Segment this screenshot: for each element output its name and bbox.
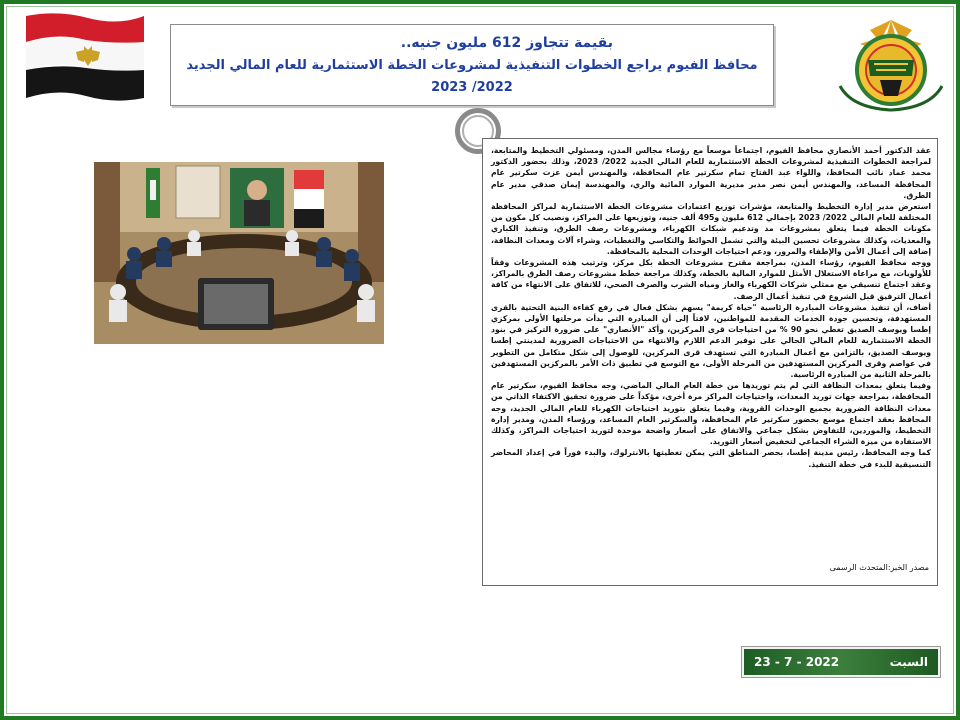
article-body	[491, 145, 931, 470]
article-paragraph: كما وجه المحافظ، رئيس مدينة إطسا، بحصر المناطق التي يمكن تغطيتها بالانترلوك، والبدء فوراً في إعداد المحاضر التنسيقية للبدء في خطة التنفيذ.	[491, 448, 931, 469]
fayoum-governorate-emblem-icon	[832, 16, 950, 112]
date-banner	[742, 647, 940, 677]
article-paragraph: ووجه محافظ الفيوم، رؤساء المدن، بمراجعة مقترح مشروعات الخطة بكل مركز، وترتيب هذه المشروعات وفقاً للأولويات، مع مراعاة الاستغلال الأمثل للموارد المالية بالخطة، وكذلك مراجعة خطط مشروعات رصف الطرق بالمراكز، وعقد اجتماع تنسيقي مع ممثلي شركات الكهرباء والغاز ومياه الشرب والصرف الصحي، للاتفاق على الانتهاء من كافة أعمال الترفيق قبل الشروع في تنفيذ أعمال الرصف.	[491, 258, 931, 301]
headline-line-2: محافظ الفيوم يراجع الخطوات التنفيذية لمشروعات الخطة الاستثمارية للعام المالي الجديد 2022/ 2023	[186, 58, 758, 95]
article-box	[482, 138, 938, 586]
egypt-flag-icon	[18, 10, 148, 104]
headline-box	[170, 24, 774, 106]
day-name: السبت	[889, 655, 928, 669]
article-paragraph: عقد الدكتور أحمد الأنصاري محافظ الفيوم، اجتماعاً موسعاً مع رؤساء مجالس المدن، ومسئولي التخطيط والمتابعة، لمراجعة الخطوات التنفيذية لمشروعات الخطة الاستثمارية للعام المالي الجديد 2022/ 2023، وذلك بحضور الدكتور محمد عماد نائب المحافظ، واللواء عبد الفتاح تمام سكرتير عام المحافظة، والمهندس أيمن عزت سكرتير عام المحافظة المساعد، والمهندس أيمن نصر مدير مديرية الموارد المائية والري، والمهندسة إيمان صدقي مدير عام الطرق.	[491, 146, 931, 200]
article-paragraph: استعرض مدير إدارة التخطيط والمتابعة، مؤشرات توزيع اعتمادات مشروعات الخطة الاستثمارية لمراكز المحافظة المختلفة للعام المالي 2022/ 2023 بإجمالي 612 مليون و495 ألف جنيه، وتوزيعها على المراكز، ونصيب كل مكون من مكونات الخطة فيما يتعلق بمشروعات مد وتدعيم شبكات الكهرباء، ومشروعات رصف الطرق، وتنفيذ الكباري والمعديات، وكذلك مشروعات تحسين البيئة والتي تشمل الحوائط والتكاسي والتغطيات، وشراء آلات ومعدات النظافة، إضافة إلى أعمال الأمن والإطفاء والمرور، ودعم احتياجات الوحدات المحلية بالمحافظة.	[491, 202, 931, 256]
meeting-photo	[94, 162, 384, 344]
article-paragraph: وفيما يتعلق بمعدات النظافة التي لم يتم توريدها من خطة العام المالي الماضي، وجه محافظ الفيوم، سكرتير عام المحافظة، بمراجعة جهات توريد المعدات، واحتياجات المراكز مرة أخرى، مؤكداً على ضرورة تحقيق الاكتفاء الذاتي من معدات النظافة الضرورية بجميع الوحدات القروية، وفيما يتعلق بتوريد احتياجات الكهرباء للعام المالي الجديد، وجه المحافظ بعقد اجتماع موسع بحضور سكرتير عام المحافظة، والسكرتير العام المساعد، ورؤساء المدن، ومدير إدارة التخطيط، والموردين، للتفاوض بشكل جماعي والاتفاق على أسعار واضحة موحدة لتوريد احتياجات المراكز، وكذلك الاستفادة من ميزة الشراء الجماعي لتخفيض أسعار التوريد.	[491, 381, 931, 447]
news-source: مصدر الخبر:المتحدث الرسمى	[829, 563, 929, 572]
date-value: 23 - 7 - 2022	[754, 655, 840, 669]
article-paragraph: أضاف، أن تنفيذ مشروعات المبادرة الرئاسية "حياة كريمة" يسهم بشكل فعال في رفع كفاءة البنية التحتية بالقرى المستهدفة، وتحسين جودة الخدمات المقدمة للمواطنين، لافتاً إلى أن المبادرة التي بدأت مرحلتها الأولى بمركزي إطسا ويوسف الصديق تغطي نحو 90 % من احتياجات قرى المركزين، وأكد "الأنصاري" على ضرورة التركيز في بنود الخطة الاستثمارية للعام المالي الحالي على توفير الدعم اللازم والانتهاء من الاحتياجات الضرورية لمدينتي إطسا ويوسف الصديق، بالتزامن مع أعمال المبادرة التي تستهدف قرى المركزين، للوصول إلى شكل متكامل من التطوير في عواصم وقرى المركزين المستهدفين من المرحلة الأولى، مع التوسع في تطبيق ذات الأمر بالمركزين المستهدفين بالمرحلة الثانية من المبادرة الرئاسية.	[491, 302, 931, 380]
headline-line-1: بقيمة تتجاوز 612 مليون جنيه..	[400, 35, 613, 51]
